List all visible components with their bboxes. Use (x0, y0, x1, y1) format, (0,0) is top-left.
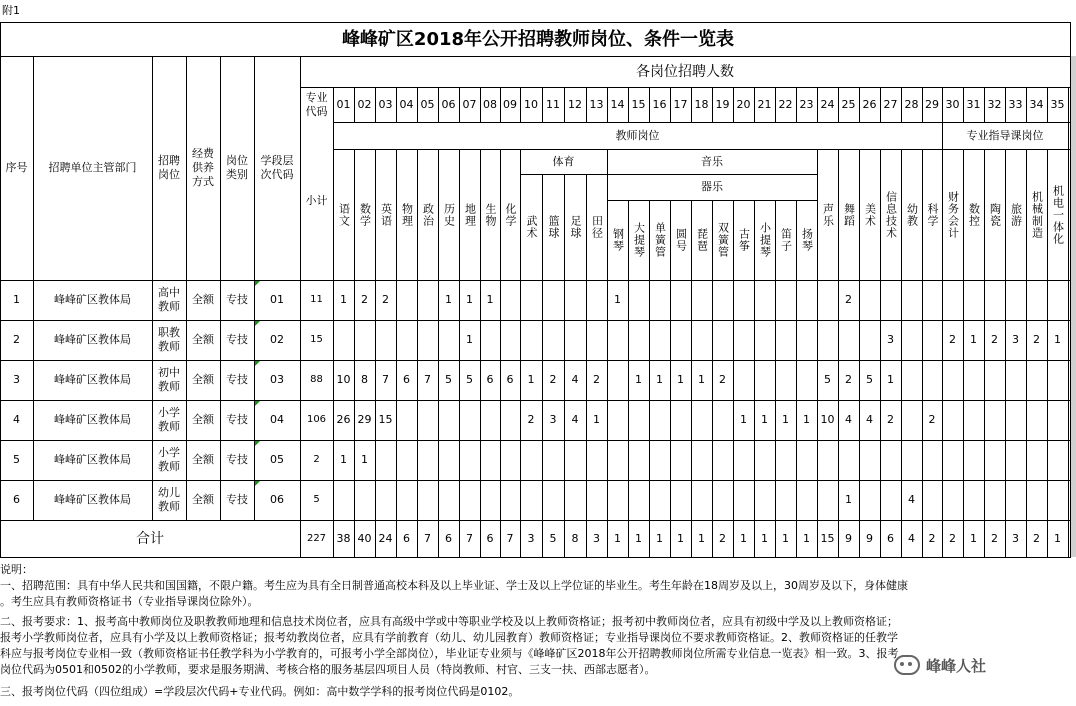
row-count: 2 (593, 373, 600, 386)
subject-20: 古筝 (737, 228, 751, 252)
subject-35: 机电一体化 (1051, 184, 1065, 245)
major-code-30: 30 (945, 97, 960, 111)
row-seq: 2 (13, 333, 20, 346)
row-level-code: 02 (270, 333, 284, 346)
major-code-11: 11 (546, 97, 560, 111)
row-count: 1 (466, 333, 473, 346)
total-count: 40 (357, 531, 372, 545)
header-seq: 序号 (5, 161, 28, 174)
header-recruit-count: 各岗位招聘人数 (636, 63, 734, 80)
row-count: 1 (527, 373, 535, 386)
row-count: 4 (908, 493, 915, 506)
note-line-1: 一、招聘范围：具有中华人民共和国国籍，不限户籍。考生应为具有全日制普通高校本科及以上毕业证、学士及以上学位证的毕业生。考生年龄在18周岁及以上，30周岁及以下，身体健康 (0, 579, 908, 592)
row-count: 10 (336, 373, 351, 386)
total-count: 9 (866, 531, 873, 545)
major-code-23: 23 (799, 97, 814, 111)
row-count: 6 (486, 373, 494, 386)
row-post: 小学教师 (158, 406, 180, 433)
subject-33: 旅游 (1009, 202, 1023, 227)
total-count: 6 (403, 531, 410, 545)
major-code-29: 29 (925, 97, 939, 111)
note-line-2: 。考生应具有教师资格证书（专业指导课岗位除外）。 (0, 595, 259, 608)
row-count: 1 (1054, 333, 1061, 346)
total-count: 1 (614, 531, 621, 545)
total-count: 2 (928, 531, 936, 545)
row-subtotal: 15 (310, 334, 323, 345)
major-code-32: 32 (987, 97, 1002, 111)
subject-18: 琵琶 (695, 228, 709, 252)
subject-32: 陶瓷 (988, 202, 1002, 227)
row-unit: 峰峰矿区教体局 (54, 453, 131, 466)
total-count: 8 (571, 531, 579, 545)
row-count: 1 (340, 453, 347, 466)
row-count: 2 (1033, 333, 1040, 346)
subject-14: 钢琴 (611, 228, 625, 252)
row-post: 高中教师 (158, 286, 180, 313)
total-count: 3 (1012, 531, 1019, 545)
subject-15: 大提琴 (632, 222, 646, 258)
total-count: 4 (908, 531, 915, 545)
major-code-27: 27 (883, 97, 898, 111)
row-category: 专技 (226, 333, 248, 346)
row-count: 1 (593, 413, 600, 426)
subject-07: 地理 (463, 202, 477, 227)
row-post: 初中教师 (158, 366, 180, 393)
subject-06: 历史 (442, 202, 456, 227)
total-count: 3 (527, 531, 535, 545)
row-count: 1 (845, 493, 852, 506)
subject-01: 语文 (337, 202, 351, 227)
major-code-34: 34 (1029, 97, 1044, 111)
subject-12: 足球 (569, 215, 582, 239)
row-count: 2 (928, 413, 936, 426)
row-count: 1 (887, 373, 894, 386)
major-code-01: 01 (336, 97, 351, 111)
row-count: 2 (719, 373, 726, 386)
row-seq: 5 (13, 453, 20, 466)
total-count: 9 (845, 531, 852, 545)
row-count: 6 (403, 373, 410, 386)
row-category: 专技 (226, 493, 248, 506)
row-subtotal: 88 (310, 374, 323, 385)
header-post: 招聘岗位 (158, 154, 180, 181)
subject-27: 信息技术 (884, 190, 898, 239)
total-subtotal: 227 (306, 532, 327, 544)
row-count: 2 (361, 293, 368, 306)
row-count: 2 (845, 293, 852, 306)
subject-02: 数学 (358, 202, 372, 227)
error-indicator-icon (255, 281, 260, 286)
header-specialty-posts: 专业指导课岗位 (966, 128, 1044, 142)
row-count: 1 (970, 333, 977, 346)
row-count: 5 (824, 373, 831, 386)
header-major-code: 专业代码 (305, 90, 328, 118)
subject-11: 篮球 (547, 215, 560, 239)
total-count: 2 (949, 531, 956, 545)
row-post: 幼儿教师 (158, 486, 180, 513)
subject-34: 机械制造 (1030, 190, 1044, 239)
subject-28: 幼教 (905, 202, 919, 227)
row-count: 1 (340, 293, 347, 306)
total-count: 1 (740, 531, 747, 545)
major-code-10: 10 (524, 97, 538, 111)
row-count: 5 (866, 373, 873, 386)
header-funding: 经费供养方式 (192, 147, 214, 188)
major-code-16: 16 (652, 97, 667, 111)
row-count: 5 (466, 373, 473, 386)
total-count: 1 (782, 531, 789, 545)
row-unit: 峰峰矿区教体局 (54, 373, 131, 386)
gray-edge (1071, 56, 1076, 557)
major-code-14: 14 (610, 97, 625, 111)
major-code-07: 07 (462, 97, 477, 111)
row-count: 1 (635, 373, 642, 386)
subject-04: 物理 (400, 202, 414, 227)
notes-heading: 说明： (0, 563, 33, 576)
row-subtotal: 11 (310, 294, 323, 305)
row-seq: 6 (13, 493, 20, 506)
header-level-code: 学段层次代码 (260, 154, 294, 181)
row-level-code: 01 (270, 293, 284, 306)
row-count: 2 (549, 373, 557, 386)
header-music: 音乐 (701, 154, 723, 168)
row-count: 1 (656, 373, 663, 386)
error-indicator-icon (255, 481, 260, 486)
total-count: 24 (378, 531, 393, 545)
note-line-7: 三、报考岗位代码（四位组成）=学段层次代码+专业代码。例如：高中数学学科的报考岗位代码是0102。 (0, 685, 520, 698)
row-count: 7 (382, 373, 389, 386)
header-instrument: 器乐 (701, 180, 723, 193)
subject-08: 生物 (484, 202, 497, 227)
major-code-08: 08 (483, 97, 497, 111)
row-subtotal: 106 (306, 414, 327, 425)
header-category: 岗位类别 (226, 154, 248, 181)
total-count: 6 (486, 531, 494, 545)
row-level-code: 04 (270, 413, 284, 426)
major-code-20: 20 (736, 97, 751, 111)
major-code-02: 02 (357, 97, 372, 111)
subject-03: 英语 (379, 202, 393, 227)
header-unit: 招聘单位主管部门 (48, 161, 137, 174)
row-post: 小学教师 (158, 446, 180, 473)
total-count: 38 (336, 531, 351, 545)
subject-21: 小提琴 (758, 222, 772, 258)
total-count: 5 (549, 531, 557, 545)
row-count: 4 (571, 373, 579, 386)
row-funding: 全额 (192, 373, 214, 386)
major-code-15: 15 (631, 97, 646, 111)
note-line-5: 科应与报考岗位专业相一致（教师资格证书任教学科为小学教育的，可报考小学全部岗位），毕业证专业须与《峰峰矿区2018年公开招聘教师岗位所需专业信息一览表》相一致。3、报考 (0, 647, 899, 660)
row-subtotal: 5 (313, 494, 320, 505)
row-level-code: 05 (270, 453, 284, 466)
total-count: 2 (991, 531, 998, 545)
total-count: 7 (506, 531, 514, 545)
row-funding: 全额 (192, 453, 214, 466)
subject-23: 扬琴 (800, 228, 814, 252)
error-indicator-icon (255, 441, 260, 446)
major-code-21: 21 (757, 97, 772, 111)
total-count: 1 (635, 531, 642, 545)
row-count: 1 (486, 293, 494, 306)
major-code-24: 24 (820, 97, 835, 111)
major-code-19: 19 (715, 97, 730, 111)
major-code-03: 03 (378, 97, 393, 111)
row-level-code: 03 (270, 373, 284, 386)
row-unit: 峰峰矿区教体局 (54, 333, 131, 346)
row-count: 1 (614, 293, 621, 306)
row-count: 3 (1012, 333, 1019, 346)
subject-26: 美术 (863, 202, 877, 227)
subject-09: 化学 (504, 202, 517, 227)
row-count: 1 (698, 373, 705, 386)
row-count: 1 (761, 413, 768, 426)
row-count: 6 (506, 373, 514, 386)
row-funding: 全额 (192, 333, 214, 346)
row-count: 10 (820, 413, 835, 426)
major-code-05: 05 (420, 97, 435, 111)
total-count: 1 (803, 531, 810, 545)
row-count: 1 (803, 413, 810, 426)
header-pe: 体育 (552, 154, 575, 168)
total-count: 7 (466, 531, 473, 545)
row-seq: 3 (13, 373, 20, 386)
row-funding: 全额 (192, 493, 214, 506)
row-count: 1 (782, 413, 789, 426)
note-line-3: 二、报考要求：1、报考高中教师岗位及职教教师地理和信息技术岗位者，应具有高级中学或中等职业学校及以上教师资格证；报考初中教师岗位者，应具有初级中学及以上教师资格证； (0, 615, 898, 628)
row-seq: 1 (13, 293, 20, 306)
row-count: 5 (445, 373, 452, 386)
row-count: 7 (424, 373, 431, 386)
major-code-28: 28 (904, 97, 919, 111)
total-count: 1 (1054, 531, 1061, 545)
major-code-35: 35 (1050, 97, 1065, 111)
error-indicator-icon (255, 321, 260, 326)
total-count: 3 (593, 531, 600, 545)
row-count: 3 (887, 333, 894, 346)
row-count: 8 (361, 373, 368, 386)
row-unit: 峰峰矿区教体局 (54, 493, 131, 506)
row-count: 15 (378, 413, 393, 426)
subject-16: 单簧管 (653, 222, 667, 258)
row-count: 2 (949, 333, 956, 346)
row-count: 4 (845, 413, 852, 426)
major-code-04: 04 (399, 97, 414, 111)
row-count: 3 (549, 413, 557, 426)
row-category: 专技 (226, 413, 248, 426)
row-count: 2 (845, 373, 852, 386)
row-count: 26 (336, 413, 351, 426)
subject-10: 武术 (525, 215, 538, 239)
total-count: 1 (656, 531, 663, 545)
row-subtotal: 2 (313, 454, 320, 465)
subject-31: 数控 (967, 202, 981, 227)
row-unit: 峰峰矿区教体局 (54, 413, 131, 426)
row-category: 专技 (226, 293, 248, 306)
major-code-25: 25 (841, 97, 856, 111)
row-category: 专技 (226, 373, 248, 386)
row-count: 2 (991, 333, 998, 346)
subject-30: 财务会计 (946, 190, 960, 239)
row-unit: 峰峰矿区教体局 (54, 293, 131, 306)
total-count: 6 (887, 531, 894, 545)
error-indicator-icon (255, 361, 260, 366)
note-line-6: 岗位代码为0501和0502的小学教师，要求是服务期满、考核合格的服务基层四项目人员（特岗教师、村官、三支一扶、西部志愿者）。 (0, 663, 656, 676)
subject-22: 笛子 (779, 228, 793, 252)
major-code-09: 09 (503, 97, 517, 111)
note-line-4: 报考小学教师岗位者，应具有小学及以上教师资格证；报考幼教岗位者，应具有学前教育（幼儿、幼儿园教育）教师资格证；专业指导课岗位不要求教师资格证。2、教师资格证的任教学 (0, 631, 898, 644)
total-count: 2 (719, 531, 726, 545)
major-code-13: 13 (589, 97, 604, 111)
row-funding: 全额 (192, 413, 214, 426)
row-count: 2 (527, 413, 535, 426)
row-count: 4 (866, 413, 873, 426)
row-seq: 4 (13, 413, 20, 426)
page-title: 峰峰矿区2018年公开招聘教师岗位、条件一览表 (341, 29, 735, 50)
row-post: 职教教师 (158, 326, 180, 353)
major-code-31: 31 (966, 97, 981, 111)
watermark (894, 650, 986, 680)
major-code-26: 26 (862, 97, 877, 111)
total-count: 1 (698, 531, 705, 545)
row-count: 1 (740, 413, 747, 426)
attachment-label: 附1 (2, 4, 20, 17)
row-funding: 全额 (192, 293, 214, 306)
subject-13: 田径 (590, 215, 604, 239)
row-level-code: 06 (270, 493, 284, 506)
total-count: 1 (761, 531, 768, 545)
major-code-12: 12 (568, 97, 582, 111)
row-count: 4 (571, 413, 579, 426)
header-subtotal: 小计 (305, 194, 328, 207)
row-count: 1 (361, 453, 368, 466)
row-count: 1 (677, 373, 684, 386)
row-count: 29 (357, 413, 372, 426)
total-count: 7 (424, 531, 431, 545)
major-code-06: 06 (441, 97, 456, 111)
total-count: 15 (820, 531, 835, 545)
subject-19: 双簧管 (716, 222, 730, 258)
subject-05: 政治 (421, 202, 435, 227)
major-code-22: 22 (778, 97, 793, 111)
subject-24: 声乐 (821, 202, 835, 227)
total-count: 1 (970, 531, 977, 545)
total-label: 合计 (136, 530, 164, 547)
wechat-icon (894, 655, 920, 675)
total-count: 2 (1033, 531, 1040, 545)
major-code-18: 18 (694, 97, 709, 111)
major-code-33: 33 (1008, 97, 1023, 111)
header-teacher-posts: 教师岗位 (615, 128, 660, 142)
total-count: 1 (677, 531, 684, 545)
total-count: 6 (445, 531, 452, 545)
row-count: 1 (466, 293, 473, 306)
subject-25: 舞蹈 (842, 202, 856, 227)
row-count: 1 (445, 293, 452, 306)
major-code-17: 17 (673, 97, 688, 111)
row-count: 2 (382, 293, 389, 306)
error-indicator-icon (255, 401, 260, 406)
subject-17: 圆号 (674, 228, 688, 252)
row-category: 专技 (226, 453, 248, 466)
row-count: 2 (887, 413, 894, 426)
subject-29: 科学 (926, 202, 939, 227)
watermark-text: 峰峰人社 (926, 656, 987, 675)
